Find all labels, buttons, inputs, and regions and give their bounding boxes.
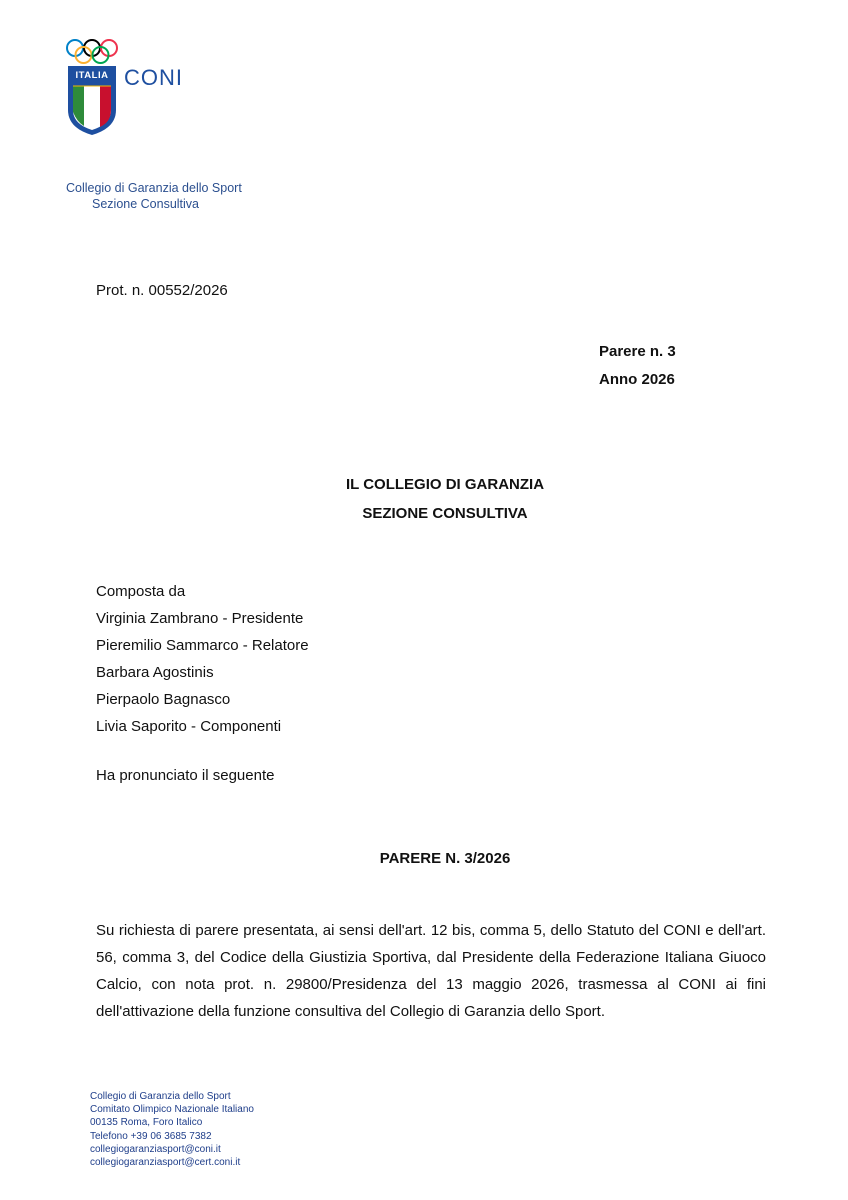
institution-line-2: Sezione Consultiva <box>92 197 200 211</box>
body-paragraph: Su richiesta di parere presentata, ai sensi dell'art. 12 bis, comma 5, dello Statuto del CONI e dell'art. 56, comma 3, del Codice della Giustizia Sportiva, dal Presidente della Federazione Italiana Giuoco Calcio, con nota prot. n. 29800/Presidenza del 13 maggio 2026, trasmessa al CONI ai fini dell'attivazione della funzione consultiva del Collegio di Garanzia dello Sport. <box>96 922 766 1020</box>
footer-line: Comitato Olimpico Nazionale Italiano <box>90 1104 254 1116</box>
title-line-2: SEZIONE CONSULTIVA <box>362 505 528 522</box>
parere-year: Anno 2026 <box>599 371 675 388</box>
footer-pec-link[interactable]: collegiogaranziasport@cert.coni.it <box>90 1157 241 1169</box>
member-item: Pieremilio Sammarco - Relatore <box>96 637 309 654</box>
composition-intro: Composta da <box>96 583 186 600</box>
composition-list <box>96 578 309 740</box>
footer-line: Collegio di Garanzia dello Sport <box>90 1091 231 1102</box>
member-item: Barbara Agostinis <box>96 664 214 681</box>
shield-label: ITALIA <box>75 70 109 81</box>
member-item: Virginia Zambrano - Presidente <box>96 610 304 627</box>
institution-header <box>66 180 242 212</box>
title-line-1: IL COLLEGIO DI GARANZIA <box>345 476 545 493</box>
institution-line-1: Collegio di Garanzia dello Sport <box>66 181 242 195</box>
protocol-number: Prot. n. 00552/2026 <box>96 282 228 299</box>
footer-line: 00135 Roma, Foro Italico <box>90 1117 203 1129</box>
parere-heading: PARERE N. 3/2026 <box>379 850 511 867</box>
footer-phone[interactable]: Telefono +39 06 3685 7382 <box>90 1130 212 1142</box>
footer-email-link[interactable]: collegiogaranziasport@coni.it <box>90 1143 221 1155</box>
brand-name: CONI <box>124 65 183 90</box>
pronounced-statement: Ha pronunciato il seguente <box>96 767 275 784</box>
document-title <box>0 470 848 528</box>
member-item: Pierpaolo Bagnasco <box>96 691 231 708</box>
parere-number: Parere n. 3 <box>599 343 676 360</box>
footer-contact <box>90 1090 254 1169</box>
parere-reference <box>599 338 676 394</box>
member-item: Livia Saporito - Componenti <box>96 718 282 735</box>
